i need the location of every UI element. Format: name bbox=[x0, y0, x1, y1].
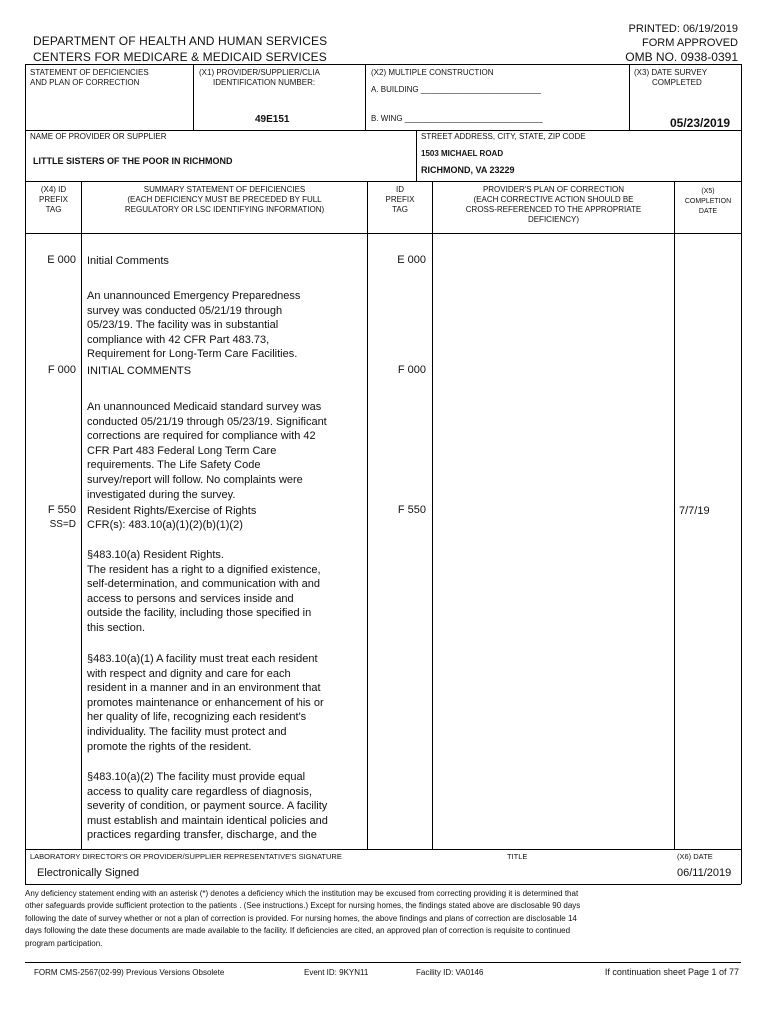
id-header: ID PREFIX TAG bbox=[385, 185, 415, 214]
e000-title: Initial Comments bbox=[87, 255, 169, 267]
f550-tag: F 550 bbox=[47, 504, 76, 516]
address-line1: 1503 MICHAEL ROAD bbox=[421, 149, 504, 158]
f550-paragraph-3: §483.10(a)(2) The facility must provide equal access to quality care regardless of diagnosis, severity of condition, or payment source. A facility must establish and maintain identical policies and practices regarding transfer, discharge, and the bbox=[87, 771, 328, 842]
rule bbox=[365, 64, 366, 130]
event-id: Event ID: 9KYN11 bbox=[304, 968, 369, 977]
rule bbox=[25, 130, 741, 131]
address-line2: RICHMOND, VA 23229 bbox=[421, 165, 515, 175]
facility-id: Facility ID: VA0146 bbox=[416, 968, 484, 977]
e000-id: E 000 bbox=[397, 254, 426, 266]
plan-header: PROVIDER'S PLAN OF CORRECTION (EACH CORRECTIVE ACTION SHOULD BE CROSS-REFERENCED TO THE APPROPRIATE DEFICIENCY) bbox=[465, 185, 642, 224]
omb-number: OMB NO. 0938-0391 bbox=[625, 50, 738, 64]
f550-id: F 550 bbox=[397, 504, 426, 516]
f550-completion-date: 7/7/19 bbox=[679, 505, 710, 517]
f550-title: Resident Rights/Exercise of Rights bbox=[87, 505, 257, 517]
provider-label: NAME OF PROVIDER OR SUPPLIER bbox=[30, 132, 167, 141]
address-label: STREET ADDRESS, CITY, STATE, ZIP CODE bbox=[421, 132, 586, 141]
rule bbox=[25, 884, 741, 885]
centers-title: CENTERS FOR MEDICARE & MEDICAID SERVICES bbox=[33, 50, 327, 64]
e000-text: An unannounced Emergency Preparedness survey was conducted 05/21/19 through 05/23/19. The facility was in substantial compliance with 42 CFR Part 483.73, Requirement for Long-Term Care Facilities. bbox=[87, 290, 301, 361]
f550-paragraph-1: §483.10(a) Resident Rights. The resident has a right to a dignified existence, self-determination, and communication with and access to persons and services inside and outside the facility, including those specified in this section. bbox=[87, 549, 321, 634]
f000-id: F 000 bbox=[397, 364, 426, 376]
f000-title: INITIAL COMMENTS bbox=[87, 365, 192, 377]
rule bbox=[25, 849, 741, 850]
form-approved: FORM APPROVED bbox=[642, 37, 738, 49]
f000-tag: F 000 bbox=[47, 364, 76, 376]
printed-date: PRINTED: 06/19/2019 bbox=[628, 23, 738, 35]
f000-text: An unannounced Medicaid standard survey was conducted 05/21/19 through 05/23/19. Significant corrections are required for compliance with 42 CFR Part 483 Federal Long Term Care requirements. The Life Safety Code survey/report will follow. No complaints were investigated during the survey. bbox=[87, 401, 327, 501]
disclaimer: Any deficiency statement ending with an asterisk (*) denotes a deficiency which the institution may be excused from correcting providing it is determined that other safeguards provide sufficient protection to the patients . (See instructions.) Except for nursing homes, the findings stated above are disclosable 90 days following the date of survey whether or not a plan of correction is provided. For nursing homes, the above findings and plans of correction are disclosable 14 days following the date these documents are made available to the facility. If deficiencies are cited, an approved plan of correction is requisite to continued program participation. bbox=[25, 889, 581, 948]
signature-date: 06/11/2019 bbox=[677, 867, 732, 879]
rule bbox=[25, 64, 741, 65]
x2-label: (X2) MULTIPLE CONSTRUCTION bbox=[371, 68, 494, 77]
x3-label: (X3) DATE SURVEY COMPLETED bbox=[634, 68, 708, 87]
summary-header: SUMMARY STATEMENT OF DEFICIENCIES (EACH DEFICIENCY MUST BE PRECEDED BY FULL REGULATORY OR LSC IDENTIFYING INFORMATION) bbox=[124, 185, 325, 214]
statement-label: STATEMENT OF DEFICIENCIES AND PLAN OF CORRECTION bbox=[30, 68, 149, 87]
rule bbox=[741, 64, 742, 884]
x1-value: 49E151 bbox=[255, 114, 290, 125]
provider-name: LITTLE SISTERS OF THE POOR IN RICHMOND bbox=[33, 156, 233, 166]
rule bbox=[25, 181, 741, 182]
rule bbox=[432, 181, 433, 849]
rule bbox=[25, 233, 741, 234]
date-label: (X6) DATE bbox=[677, 852, 713, 861]
signature-label: LABORATORY DIRECTOR'S OR PROVIDER/SUPPLIER REPRESENTATIVE'S SIGNATURE bbox=[30, 852, 342, 861]
x1-label: (X1) PROVIDER/SUPPLIER/CLIA IDENTIFICATION NUMBER: bbox=[199, 68, 320, 87]
x2-building: A. BUILDING ___________________________ bbox=[371, 85, 541, 94]
rule bbox=[193, 64, 194, 130]
x3-value: 05/23/2019 bbox=[670, 116, 731, 130]
form-number: FORM CMS-2567(02-99) Previous Versions Obsolete bbox=[34, 968, 225, 977]
f550-scope: SS=D bbox=[49, 519, 76, 530]
signature-value: Electronically Signed bbox=[37, 867, 140, 879]
f550-cfr: CFR(s): 483.10(a)(1)(2)(b)(1)(2) bbox=[87, 519, 243, 531]
rule bbox=[416, 130, 417, 181]
e000-tag: E 000 bbox=[47, 254, 76, 266]
f550-paragraph-2: §483.10(a)(1) A facility must treat each resident with respect and dignity and care for each resident in a manner and in an environment that promotes maintenance or enhancement of his or her quality of life, recognizing each resident's individuality. The facility must protect and promote the rights of the resident. bbox=[87, 653, 324, 753]
rule bbox=[629, 64, 630, 130]
x2-wing: B. WING _______________________________ bbox=[371, 114, 543, 123]
x5-header: (X5) COMPLETION DATE bbox=[684, 188, 732, 215]
rule bbox=[25, 962, 741, 963]
title-label: TITLE bbox=[507, 852, 528, 861]
rule bbox=[81, 181, 82, 849]
page-number: If continuation sheet Page 1 of 77 bbox=[604, 967, 739, 977]
x4-header: (X4) ID PREFIX TAG bbox=[39, 185, 68, 214]
department-title: DEPARTMENT OF HEALTH AND HUMAN SERVICES bbox=[33, 34, 328, 48]
rule bbox=[674, 181, 675, 849]
